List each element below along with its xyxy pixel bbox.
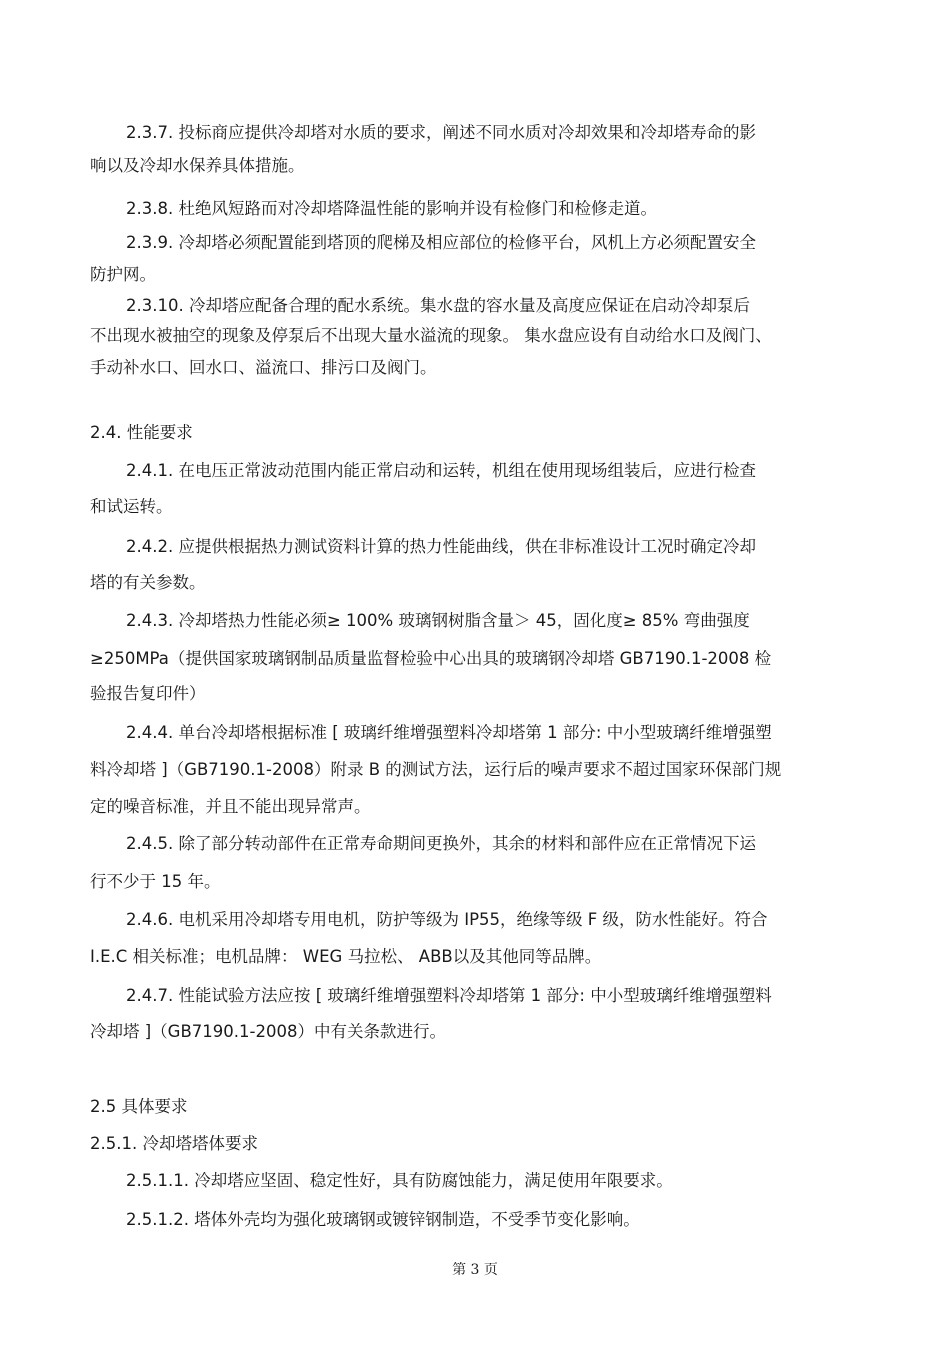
clause-2-5-1-2: 2.5.1.2. 塔体外壳均为强化玻璃钢或镀锌钢制造，不受季节变化影响。 <box>126 1210 640 1229</box>
clause-2-3-7-line-1: 2.3.7. 投标商应提供冷却塔对水质的要求，阐述不同水质对冷却效果和冷却塔寿命的影 <box>126 123 756 142</box>
clause-2-4-1-line-1: 2.4.1. 在电压正常波动范围内能正常启动和运转，机组在使用现场组装后，应进行检查 <box>126 461 756 480</box>
clause-2-4-1-line-2: 和试运转。 <box>90 497 173 516</box>
clause-2-3-9-line-2: 防护网。 <box>90 265 156 284</box>
page-number-footer: 第 3 页 <box>452 1262 498 1278</box>
section-2-5-heading: 2.5 具体要求 <box>90 1097 188 1116</box>
clause-2-4-3-line-1: 2.4.3. 冷却塔热力性能必须≥ 100% 玻璃钢树脂含量＞ 45，固化度≥ 85% 弯曲强度 <box>126 611 750 630</box>
clause-2-5-1-1: 2.5.1.1. 冷却塔应坚固、稳定性好，具有防腐蚀能力，满足使用年限要求。 <box>126 1171 673 1190</box>
clause-2-3-8: 2.3.8. 杜绝风短路而对冷却塔降温性能的影响并设有检修门和检修走道。 <box>126 199 657 218</box>
clause-2-4-4-line-3: 定的噪音标准，并且不能出现异常声。 <box>90 797 371 816</box>
clause-2-3-7-line-2: 响以及冷却水保养具体措施。 <box>90 156 305 175</box>
clause-2-4-7-line-1: 2.4.7. 性能试验方法应按 [ 玻璃纤维增强塑料冷却塔第 1 部分: 中小型玻璃纤维增强塑料 <box>126 986 772 1005</box>
clause-2-3-9-line-1: 2.3.9. 冷却塔必须配置能到塔顶的爬梯及相应部位的检修平台，风机上方必须配置安全 <box>126 233 756 252</box>
clause-2-4-6-line-1: 2.4.6. 电机采用冷却塔专用电机，防护等级为 IP55，绝缘等级 F 级，防水性能好。符合 <box>126 910 768 929</box>
clause-2-4-4-line-2: 料冷却塔 ]（GB7190.1-2008）附录 B 的测试方法，运行后的噪声要求不超过国家环保部门规 <box>90 760 782 779</box>
section-2-4-heading: 2.4. 性能要求 <box>90 423 193 442</box>
clause-2-4-5-line-1: 2.4.5. 除了部分转动部件在正常寿命期间更换外，其余的材料和部件应在正常情况下运 <box>126 834 756 853</box>
clause-2-4-2-line-1: 2.4.2. 应提供根据热力测试资料计算的热力性能曲线，供在非标准设计工况时确定冷却 <box>126 537 756 556</box>
clause-2-4-2-line-2: 塔的有关参数。 <box>90 573 206 592</box>
section-2-5-1-heading: 2.5.1. 冷却塔塔体要求 <box>90 1134 258 1153</box>
clause-2-3-10-line-3: 手动补水口、回水口、溢流口、排污口及阀门。 <box>90 358 437 377</box>
clause-2-4-3-line-2: ≥250MPa（提供国家玻璃钢制品质量监督检验中心出具的玻璃钢冷却塔 GB7190.1-2008 检 <box>90 649 772 668</box>
clause-2-3-10-line-1: 2.3.10. 冷却塔应配备合理的配水系统。集水盘的容水量及高度应保证在启动冷却泵后 <box>126 296 750 315</box>
clause-2-4-5-line-2: 行不少于 15 年。 <box>90 872 221 891</box>
clause-2-4-3-line-3: 验报告复印件） <box>90 684 206 703</box>
clause-2-4-4-line-1: 2.4.4. 单台冷却塔根据标准 [ 玻璃纤维增强塑料冷却塔第 1 部分: 中小型玻璃纤维增强塑 <box>126 723 772 742</box>
clause-2-4-6-line-2: I.E.C 相关标准；电机品牌： WEG 马拉松、 ABB以及其他同等品牌。 <box>90 947 602 966</box>
clause-2-4-7-line-2: 冷却塔 ]（GB7190.1-2008）中有关条款进行。 <box>90 1022 446 1041</box>
clause-2-3-10-line-2: 不出现水被抽空的现象及停泵后不出现大量水溢流的现象。 集水盘应设有自动给水口及阀门、 <box>90 326 772 345</box>
